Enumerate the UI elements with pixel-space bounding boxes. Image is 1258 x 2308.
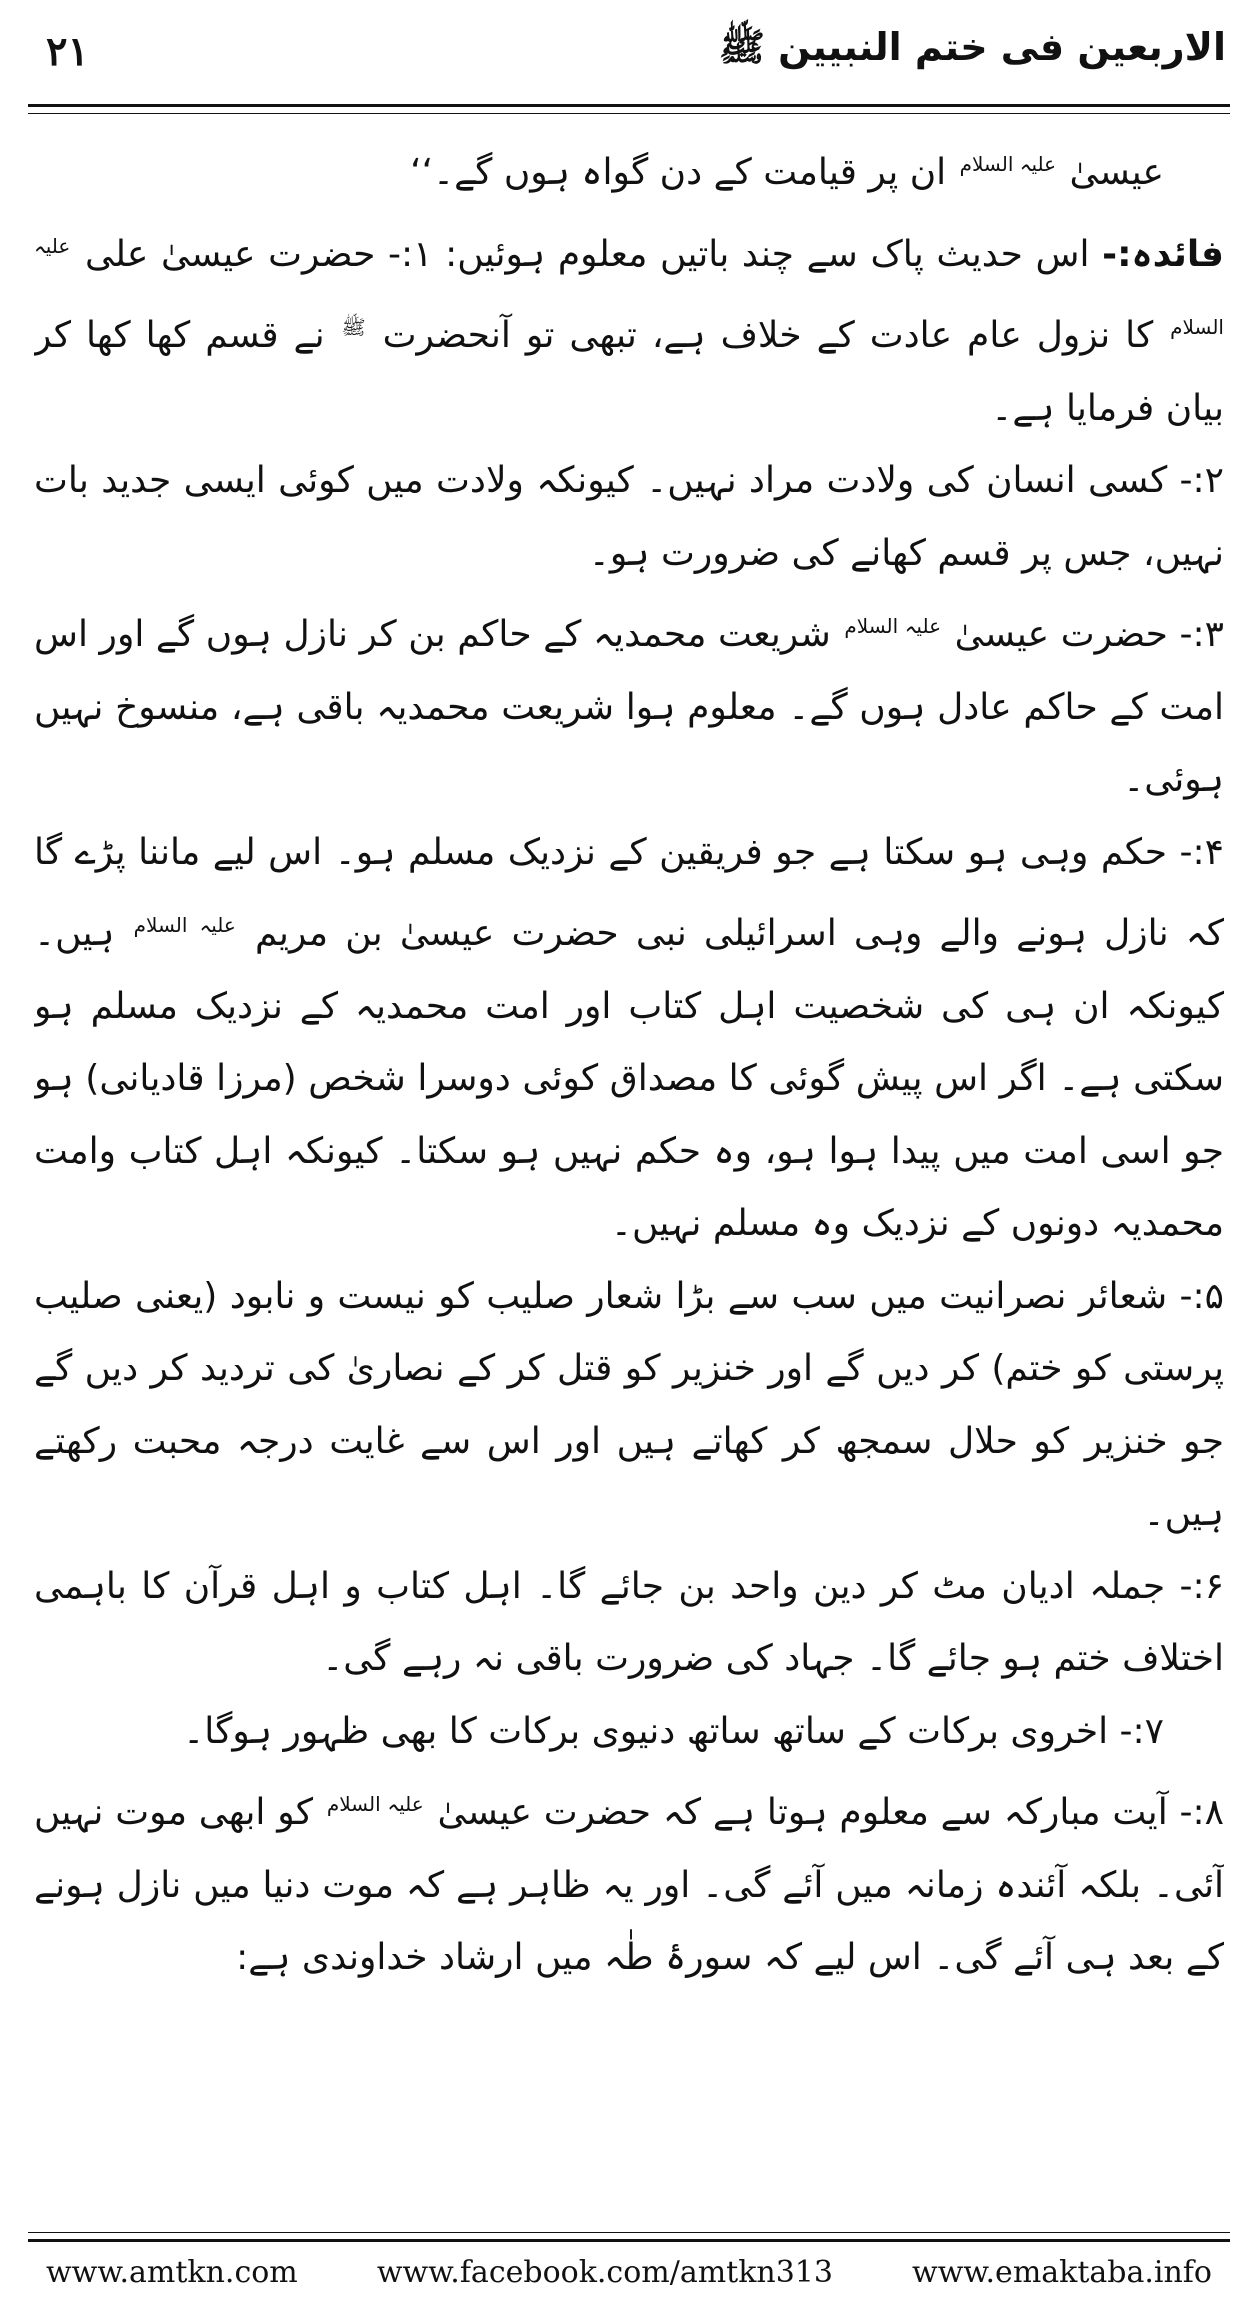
honorific-alayhissalam: علیہ السلام	[844, 614, 942, 638]
honorific-alayhissalam: علیہ السلام	[133, 913, 236, 937]
benefit-label: فائدہ:-	[1102, 233, 1224, 275]
point-2: ۲:- کسی انسان کی ولادت مراد نہیں۔ کیونکہ ولادت میں کوئی ایسی جدید بات نہیں، جس پر قسم کھانے کی ضرورت ہو۔	[34, 460, 1224, 574]
honorific-alayhissalam: علیہ السلام	[326, 1792, 424, 1816]
header-divider	[28, 104, 1230, 114]
footer-link-amtkn[interactable]: www.amtkn.com	[46, 2254, 298, 2290]
paragraph-hadith-end: عیسیٰ $^{علیہ السلام}$ ان پر قیامت کے دن گواہ ہوں گے۔‘‘	[410, 152, 1164, 193]
honorific-alayhissalam: علیہ السلام	[959, 152, 1057, 176]
book-title: الاربعین فی ختم النبیین ﷺ	[718, 25, 1226, 69]
honorific-salallahu: ﷺ	[341, 315, 366, 339]
main-text	[34, 128, 1224, 2226]
footer-link-facebook[interactable]: www.facebook.com/amtkn313	[376, 2254, 833, 2290]
page-number: ۲۱	[46, 28, 89, 75]
point-4: ۴:- حکم وہی ہو سکتا ہے جو فریقین کے نزدیک مسلم ہو۔ اس لیے ماننا پڑے گا کہ نازل ہونے والے وہی اسرائیلی نبی حضرت عیسیٰ بن مریم $^{علیہ السلام}$ ہیں۔ کیونکہ ان ہی کی شخصیت اہل کتاب اور امت محمدیہ کے نزدیک مسلم ہو سکتی ہے۔ اگر اس پیش گوئی کا مصداق کوئی دوسرا شخص (مرزا قادیانی) ہو جو اسی امت میں پیدا ہوا ہو، وہ حکم نہیں ہو سکتا۔ کیونکہ اہل کتاب وامت محمدیہ دونوں کے نزدیک وہ مسلم نہیں۔	[34, 831, 1224, 1244]
point-5: ۵:- شعائر نصرانیت میں سب سے بڑا شعار صلیب کو نیست و نابود (یعنی صلیب پرستی کو ختم) کر دیں گے اور خنزیر کو قتل کر کے نصاریٰ کی تردید کر دیں گے جو خنزیر کو حلال سمجھ کر کھاتے ہیں اور اس سے غایت درجہ محبت رکھتے ہیں۔	[34, 1275, 1224, 1534]
honorific-alayhissalam: علیہ السلام	[34, 233, 1224, 339]
footer-divider	[28, 2232, 1230, 2242]
point-7: ۷:- اخروی برکات کے ساتھ ساتھ دنیوی برکات کا بھی ظہور ہوگا۔	[183, 1710, 1164, 1752]
point-8: ۸:- آیت مبارکہ سے معلوم ہوتا ہے کہ حضرت عیسیٰ $^{علیہ السلام}$ کو ابھی موت نہیں آئی۔ بلکہ آئندہ زمانہ میں آئے گی۔ اور یہ ظاہر ہے کہ موت دنیا میں نازل ہونے کے بعد ہی آئے گی۔ اس لیے کہ سورۂ طٰہ میں ارشاد خداوندی ہے:	[34, 1792, 1224, 1978]
point-3: ۳:- حضرت عیسیٰ $^{علیہ السلام}$ شریعت محمدیہ کے حاکم بن کر نازل ہوں گے اور اس امت کے حاکم عادل ہوں گے۔ معلوم ہوا شریعت محمدیہ باقی ہے، منسوخ نہیں ہوئی۔	[34, 614, 1224, 800]
paragraph-benefit-intro	[34, 210, 1224, 446]
page-header	[28, 18, 1230, 98]
footer-link-emaktaba[interactable]: www.emaktaba.info	[912, 2254, 1212, 2290]
page-footer	[28, 2250, 1230, 2294]
point-6: ۶:- جملہ ادیان مٹ کر دین واحد بن جائے گا۔ اہل کتاب و اہل قرآن کا باہمی اختلاف ختم ہو جائے گا۔ جہاد کی ضرورت باقی نہ رہے گی۔	[34, 1565, 1224, 1679]
benefit-text: اس حدیث پاک سے چند باتیں معلوم ہوئیں: ۱:- حضرت عیسیٰ علی $^{علیہ السلام}$ کا نزول عام عادت کے خلاف ہے، تبھی تو آنحضرت $^ﷺ$ نے قسم کھا کھا کر بیان فرمایا ہے۔	[34, 233, 1224, 429]
